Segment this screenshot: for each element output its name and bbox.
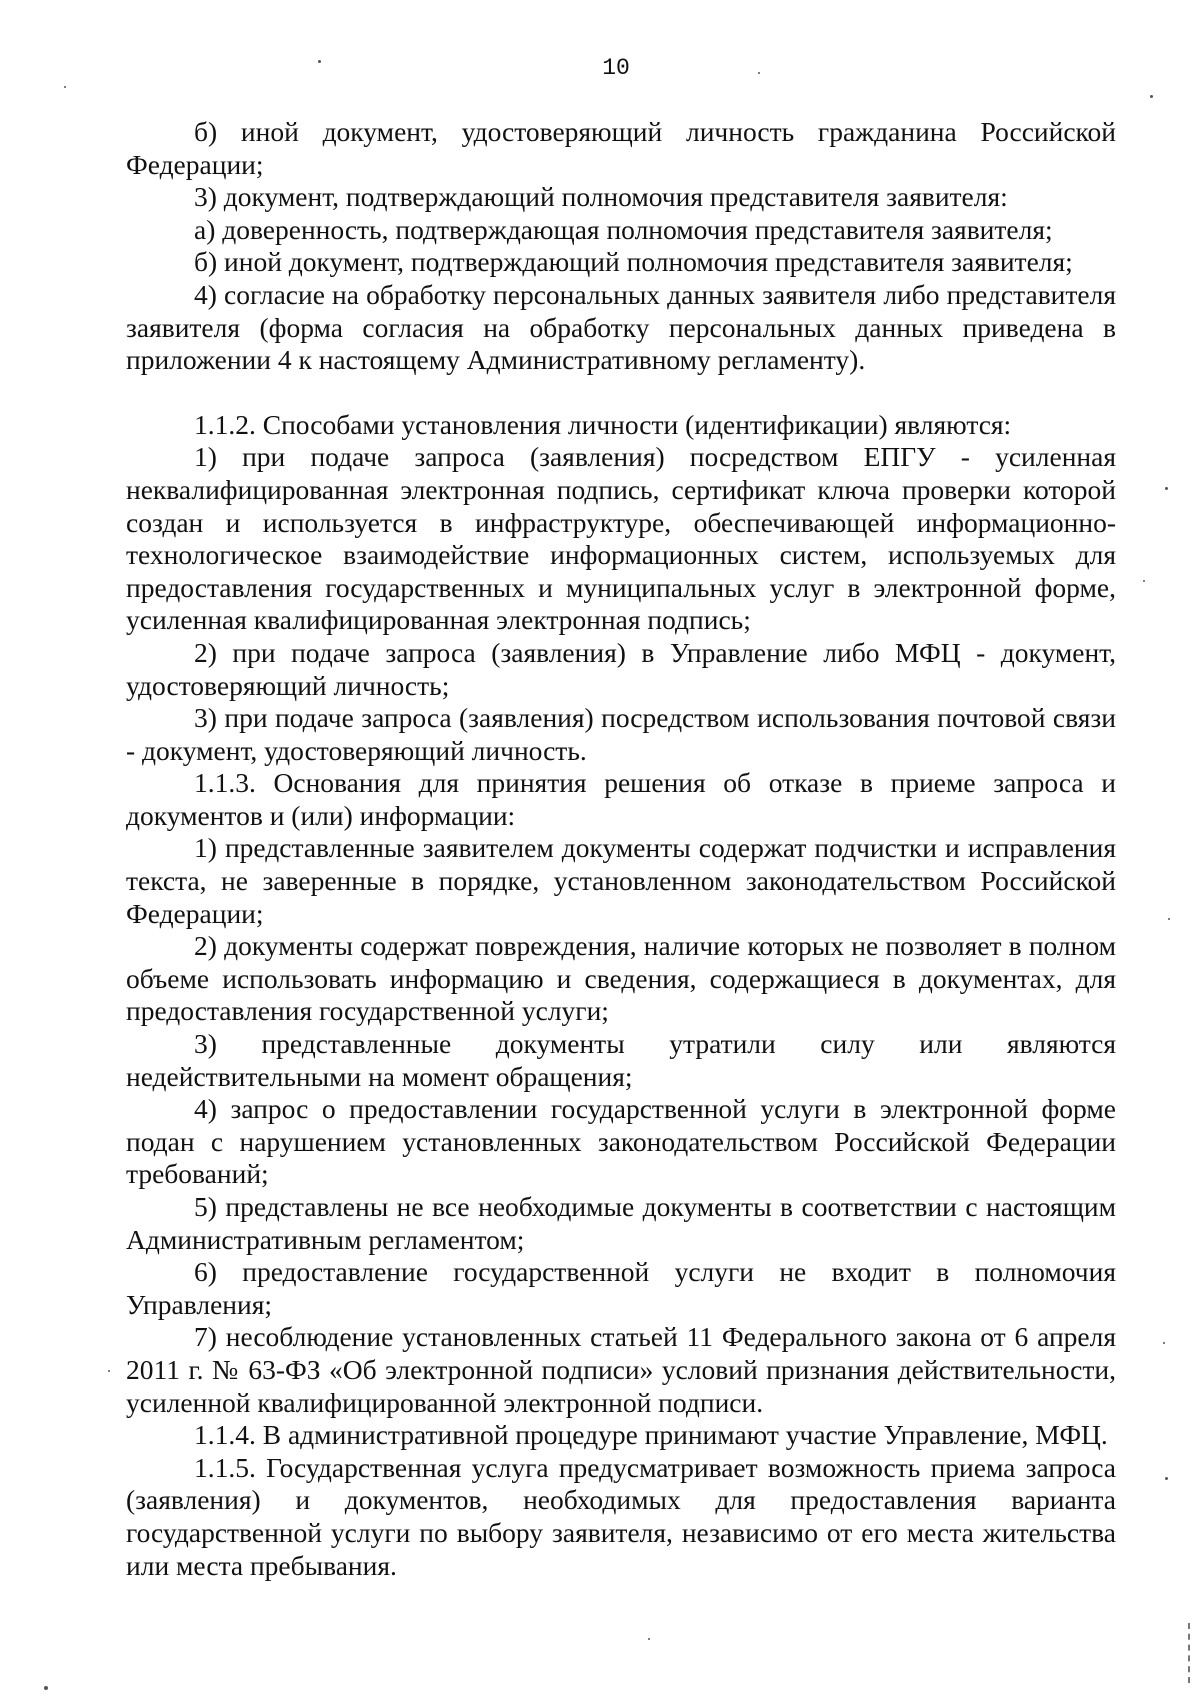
scan-speck — [1143, 580, 1145, 582]
paragraph-postal-identity: 3) при подаче запроса (заявления) посредством использования почтовой связи - документ, удостоверяющий личность. — [126, 702, 1116, 766]
paragraph-identity-doc-other: б) иной документ, удостоверяющий личность гражданина Российской Федерации; — [126, 116, 1116, 180]
paragraph-section-1-1-3: 1.1.3. Основания для принятия решения об отказе в приеме запроса и документов и (или) информации: — [126, 767, 1116, 831]
scan-speck — [1165, 487, 1168, 490]
paragraph-refusal-reason-1: 1) представленные заявителем документы содержат подчистки и исправления текста, не заверенные в порядке, установленном законодательством Российской Федерации; — [126, 832, 1116, 929]
scan-speck — [108, 1370, 110, 1372]
paragraph-section-1-1-2: 1.1.2. Способами установления личности (идентификации) являются: — [194, 408, 1012, 440]
scan-speck — [648, 1638, 650, 1640]
paragraph-section-1-1-4: 1.1.4. В административной процедуре принимают участие Управление, МФЦ. — [194, 1419, 1108, 1451]
scan-margin-mark — [1188, 1623, 1192, 1683]
paragraph-mfc-identity: 2) при подаче запроса (заявления) в Управление либо МФЦ - документ, удостоверяющий личность; — [126, 636, 1116, 701]
scan-speck — [44, 1686, 48, 1690]
scan-speck — [318, 60, 321, 63]
paragraph-refusal-reason-4: 4) запрос о предоставлении государственной услуги в электронной форме подан с нарушением установленных законодательством Российской Федерации требований; — [126, 1093, 1116, 1190]
paragraph-refusal-reason-3: 3) представленные документы утратили силу или являются недействительными на момент обращения; — [126, 1028, 1116, 1092]
paragraph-representative-authority: 3) документ, подтверждающий полномочия представителя заявителя: — [194, 181, 1008, 213]
document-body — [126, 116, 1116, 1582]
scan-speck — [1165, 1477, 1168, 1480]
paragraph-other-authority-doc: б) иной документ, подтверждающий полномочия представителя заявителя; — [194, 246, 1073, 278]
paragraph-epgu-signature: 1) при подаче запроса (заявления) посредством ЕПГУ - усиленная неквалифицированная электронная подпись, сертификат ключа проверки которой создан и используется в инфраструктуре, обеспечивающей информационно-технологическое взаимодействие информационных систем, используемых для предоставления государственных и муниципальных услуг в электронной форме, усиленная квалифицированная электронная подпись; — [126, 441, 1116, 636]
scan-speck — [64, 86, 66, 88]
scan-speck — [758, 72, 760, 74]
scan-speck — [1168, 918, 1170, 920]
paragraph-refusal-reason-7: 7) несоблюдение установленных статьей 11 Федерального закона от 6 апреля 2011 г. № 63-ФЗ «Об электронной подписи» условий признания действительности, усиленной квалифицированной электронной подписи. — [126, 1321, 1116, 1418]
paragraph-personal-data-consent: 4) согласие на обработку персональных данных заявителя либо представителя заявителя (форма согласия на обработку персональных данных приведена в приложении 4 к настоящему Административному регламенту). — [126, 278, 1116, 376]
paragraph-refusal-reason-5: 5) представлены не все необходимые документы в соответствии с настоящим Административным регламентом; — [126, 1191, 1116, 1255]
paragraph-refusal-reason-2: 2) документы содержат повреждения, наличие которых не позволяет в полном объеме использовать информацию и сведения, содержащиеся в документах, для предоставления государственной услуги; — [126, 930, 1116, 1027]
scan-speck — [1163, 1342, 1165, 1344]
scan-speck — [1150, 95, 1153, 98]
paragraph-power-of-attorney: а) доверенность, подтверждающая полномочия представителя заявителя; — [194, 213, 1053, 245]
page-number: 10 — [602, 55, 630, 81]
paragraph-section-1-1-5: 1.1.5. Государственная услуга предусматривает возможность приема запроса (заявления) и документов, необходимых для предоставления варианта государственной услуги по выбору заявителя, независимо от его места жительства или места пребывания. — [126, 1451, 1116, 1581]
paragraph-refusal-reason-6: 6) предоставление государственной услуги не входит в полномочия Управления; — [126, 1256, 1116, 1320]
